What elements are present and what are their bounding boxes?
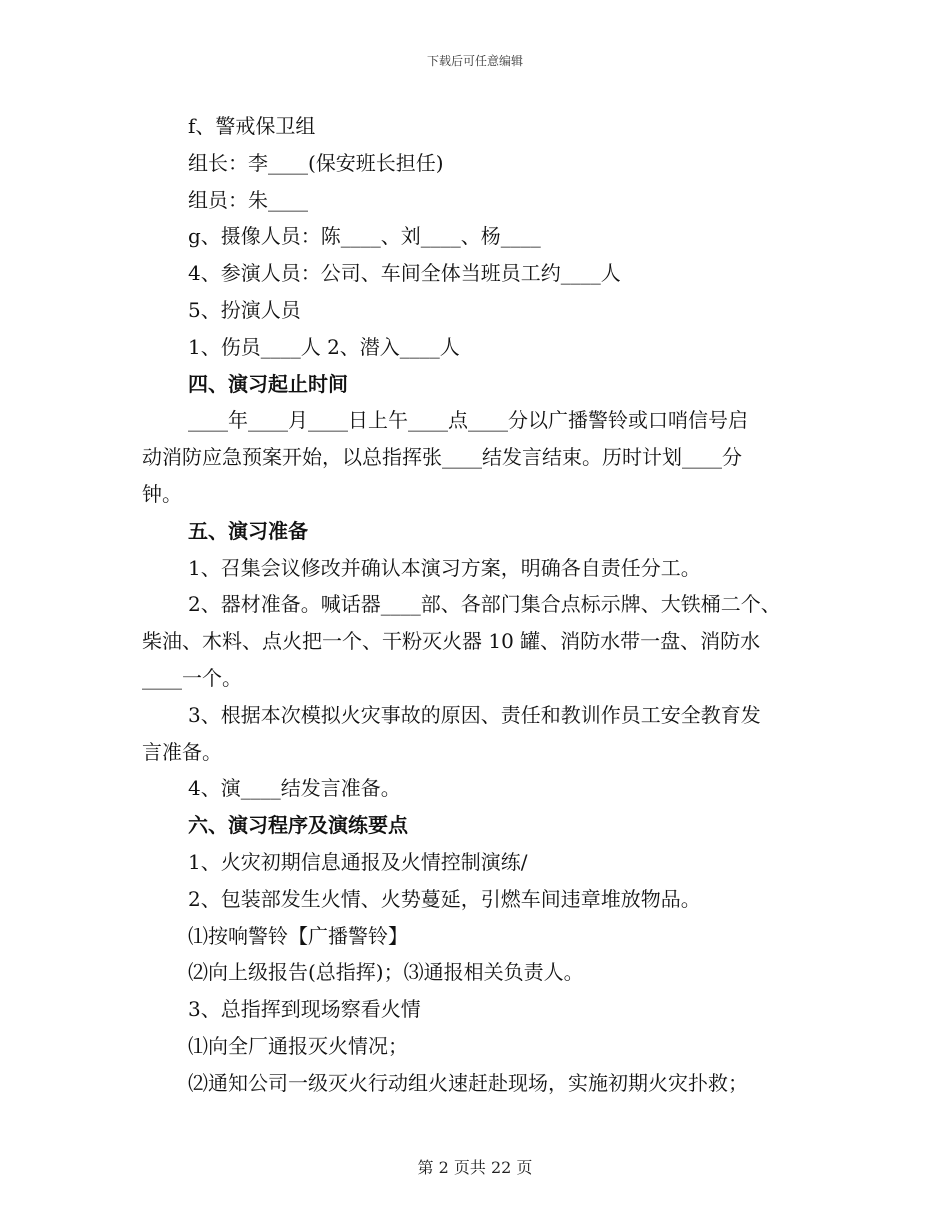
- text-line: 钟。: [142, 481, 182, 506]
- section-heading: 四、演习起止时间: [188, 371, 348, 396]
- text-line: 1、伤员____人 2、潜入____人: [188, 334, 460, 359]
- text-line: ⑵向上级报告(总指挥)；⑶通报相关负责人。: [188, 960, 584, 985]
- text-line: 动消防应急预案开始，以总指挥张____结发言结束。历时计划____分: [142, 445, 742, 470]
- text-line: ⑴按响警铃【广播警铃】: [188, 923, 408, 948]
- text-line: 2、包装部发生火情、火势蔓延，引燃车间违章堆放物品。: [188, 886, 701, 911]
- page-header: 下载后可任意编辑: [426, 54, 523, 68]
- text-line: 言准备。: [142, 739, 222, 764]
- text-line: g、摄像人员：陈____、刘____、杨____: [188, 224, 541, 249]
- text-line: ____年____月____日上午____点____分以广播警铃或口哨信号启: [188, 408, 748, 433]
- section-heading: 五、演习准备: [188, 518, 308, 543]
- text-line: 组长：李____(保安班长担任): [188, 150, 444, 175]
- text-line: ⑵通知公司一级灭火行动组火速赶赴现场，实施初期火灾扑救；: [188, 1070, 748, 1095]
- page-footer: 第 2 页共 22 页: [417, 1158, 533, 1177]
- text-line: 4、演____结发言准备。: [188, 776, 401, 801]
- text-line: f、警戒保卫组: [188, 114, 316, 138]
- text-line: 1、火灾初期信息通报及火情控制演练/: [188, 849, 528, 874]
- text-line: 5、扮演人员: [188, 297, 301, 322]
- text-line: ____一个。: [142, 665, 242, 690]
- text-line: 2、器材准备。喊话器____部、各部门集合点标示牌、大铁桶二个、: [188, 592, 781, 617]
- text-line: 3、根据本次模拟火灾事故的原因、责任和教训作员工安全教育发: [188, 702, 761, 727]
- text-line: ⑴向全厂通报灭火情况；: [188, 1033, 408, 1058]
- text-line: 1、召集会议修改并确认本演习方案，明确各自责任分工。: [188, 555, 701, 580]
- text-line: 组员：朱____: [188, 187, 308, 212]
- document-body: [142, 108, 810, 1102]
- text-line: 3、总指挥到现场察看火情: [188, 997, 421, 1022]
- text-line: 4、参演人员：公司、车间全体当班员工约____人: [188, 261, 621, 286]
- text-line: 柴油、木料、点火把一个、干粉灭火器 10 罐、消防水带一盘、消防水: [142, 629, 761, 654]
- section-heading: 六、演习程序及演练要点: [188, 813, 408, 838]
